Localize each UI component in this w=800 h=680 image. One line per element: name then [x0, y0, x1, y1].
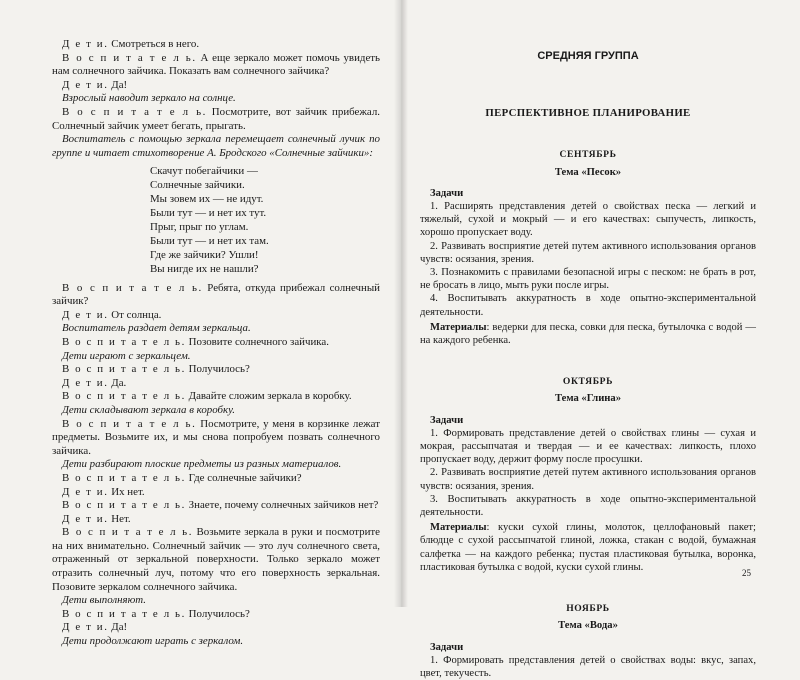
dialog-text: Получилось?: [185, 607, 250, 620]
dialog-text: Знаете, почему солнечных зайчиков нет?: [185, 499, 379, 512]
speaker-name: В о с п и т а т е л ь.: [62, 105, 207, 118]
speaker-name: В о с п и т а т е л ь.: [62, 281, 203, 294]
dialog-text: Возьмите зеркала в руки и посмотрите на них внимательно. Солнечный зайчик — это луч солнечного света, отраженный от зеркальной поверхности. Только зеркало может отразить солнечный луч, потому что его поверхность зеркальная. Позовите зеркалом солнечного зайчика.: [52, 526, 381, 593]
poem-line: Мы зовем их — не идут.: [150, 193, 264, 206]
materials-line: [420, 521, 756, 574]
dialog-line: [52, 513, 380, 527]
dialog-text: А еще зеркало может помочь увидеть нам солнечного зайчика. Показать вам солнечного зайчика?: [52, 51, 380, 78]
group-title: СРЕДНЯЯ ГРУППА: [537, 50, 639, 62]
stage-direction: Воспитатель раздает детям зеркальца.: [62, 322, 251, 335]
stage-direction: Дети разбирают плоские предметы из разных материалов.: [62, 458, 342, 471]
dialog-text: Их нет.: [108, 485, 145, 498]
speaker-name: В о с п и т а т е л ь.: [62, 51, 197, 64]
speaker-name: Д е т и.: [62, 621, 109, 634]
dialog-text: Посмотрите, вот зайчик прибежал. Солнечный зайчик умеет бегать, прыгать.: [52, 105, 380, 132]
speaker-name: В о с п и т а т е л ь.: [62, 417, 197, 430]
dialog-text: От солнца.: [108, 308, 162, 321]
materials-label: Материалы: [430, 321, 487, 333]
poem-line: Где же зайчики? Ушли!: [150, 248, 259, 261]
dialog-text: Получилось?: [185, 363, 250, 376]
dialog-line: [52, 608, 380, 622]
speaker-name: В о с п и т а т е л ь.: [62, 499, 186, 512]
task-item: 2. Развивать восприятие детей путем активного использования органов чувств: осязания, зрения.: [420, 467, 756, 492]
dialog-block-1: [52, 38, 380, 160]
stage-direction: Воспитатель с помощью зеркала перемещает солнечный лучик по группе и читает стихотворение А. Бродского «Солнечные зайчики»:: [52, 133, 380, 159]
task-item: 4. Воспитывать аккуратность в ходе опытно-экспериментальной деятельности.: [420, 293, 756, 318]
topic-heading: Тема «Песок»: [554, 166, 622, 178]
speaker-name: В о с п и т а т е л ь.: [62, 526, 194, 539]
poem-line: Солнечные зайчики.: [150, 179, 245, 192]
materials-label: Материалы: [430, 522, 487, 534]
speaker-name: Д е т и.: [62, 485, 109, 498]
dialog-text: Ребята, откуда прибежал солнечный зайчик?: [52, 281, 380, 308]
book-gutter: [394, 0, 408, 607]
dialog-block-2: [52, 282, 380, 649]
speaker-name: Д е т и.: [62, 376, 109, 389]
task-item: 1. Формировать представление детей о свойствах глины — сухая и мокрая, рассыпчатая и твердая — и ее качествах: липкость, плохо пропускает воду, держит форму после просушки.: [420, 427, 756, 466]
topic-heading: Тема «Глина»: [554, 393, 622, 405]
task-item: 1. Формировать представления детей о свойствах воды: вкус, запах, цвет, текучесть.: [420, 654, 756, 679]
speaker-name: Д е т и.: [62, 38, 109, 50]
topic-heading: Тема «Вода»: [558, 620, 618, 632]
speaker-name: В о с п и т а т е л ь.: [62, 607, 186, 620]
dialog-text: Позовите солнечного зайчика.: [185, 335, 329, 348]
dialog-line: [52, 526, 380, 594]
dialog-line: [52, 418, 380, 459]
section-title: ПЕРСПЕКТИВНОЕ ПЛАНИРОВАНИЕ: [485, 107, 691, 120]
dialog-line: [52, 499, 380, 513]
dialog-line: [52, 621, 380, 635]
dialog-line: [52, 106, 380, 133]
dialog-text: Нет.: [108, 512, 131, 525]
speaker-name: Д е т и.: [62, 78, 109, 91]
dialog-line: [52, 38, 380, 52]
speaker-name: В о с п и т а т е л ь.: [62, 471, 186, 484]
dialog-line: [52, 486, 380, 500]
materials-text: : ведерки для песка, совки для песка, бутылочка с водой — на каждого ребенка.: [420, 321, 756, 347]
poem-line: Скачут побегайчики —: [150, 165, 258, 178]
speaker-name: В о с п и т а т е л ь.: [62, 363, 186, 376]
dialog-text: Да.: [108, 376, 127, 389]
dialog-line: [52, 390, 380, 404]
page-number: 25: [742, 568, 751, 578]
speaker-name: Д е т и.: [62, 512, 109, 525]
months-list: [420, 148, 756, 680]
dialog-text: Да!: [108, 621, 128, 634]
stage-direction: Дети складывают зеркала в коробку.: [62, 403, 235, 416]
tasks-label: Задачи: [430, 414, 464, 426]
dialog-line: [52, 363, 380, 377]
dialog-line: [52, 309, 380, 323]
poem-line: Прыг, прыг по углам.: [150, 220, 249, 233]
dialog-line: [52, 377, 380, 391]
dialog-line: [52, 52, 380, 79]
speaker-name: Д е т и.: [62, 308, 109, 321]
speaker-name: В о с п и т а т е л ь.: [62, 335, 186, 348]
stage-direction: Дети продолжают играть с зеркалом.: [62, 635, 244, 648]
dialog-text: Да!: [108, 78, 128, 91]
dialog-line: [52, 336, 380, 350]
tasks-label: Задачи: [430, 187, 464, 199]
left-page: [52, 38, 380, 649]
tasks-label: Задачи: [430, 641, 464, 653]
task-item: 3. Воспитывать аккуратность в ходе опытно-экспериментальной деятельности.: [420, 493, 756, 519]
dialog-text: Где солнечные зайчики?: [185, 471, 302, 484]
stage-direction: Взрослый наводит зеркало на солнце.: [62, 92, 236, 105]
month-heading: ОКТЯБРЬ: [562, 376, 614, 388]
stage-direction: Дети играют с зеркальцем.: [62, 349, 191, 362]
stage-direction: Дети выполняют.: [62, 594, 146, 607]
dialog-text: Посмотрите, у меня в корзинке лежат предметы. Возьмите их, и мы снова попробуем позвать солнечного зайчика.: [52, 417, 380, 457]
task-item: 1. Расширять представления детей о свойствах песка — легкий и тяжелый, сухой и мокрый — и его качествах: сыпучесть, липкость, хорошо пропускает воду.: [420, 201, 756, 239]
materials-text: : куски сухой глины, молоток, целлофановый пакет; блюдце с сухой рассыпчатой глиной, ложка, стакан с водой, бумажная салфетка — на каждого ребенка; пустая пластиковая бутылка, воронка, пластиковая бутылка с водой, куски сухой глины.: [420, 522, 756, 573]
dialog-line: [52, 79, 380, 93]
task-item: 3. Познакомить с правилами безопасной игры с песком: не брать в рот, не бросать в лицо, мыть руки после игры.: [420, 267, 756, 292]
poem-line: Были тут — и нет их там.: [150, 234, 269, 247]
month-heading: НОЯБРЬ: [566, 603, 610, 615]
poem: [150, 165, 380, 276]
month-heading: СЕНТЯБРЬ: [559, 149, 617, 161]
dialog-line: [52, 472, 380, 486]
poem-line: Были тут — и нет их тут.: [150, 207, 267, 220]
materials-line: [420, 321, 756, 347]
dialog-line: [52, 282, 380, 309]
dialog-text: Давайте сложим зеркала в коробку.: [185, 390, 352, 403]
speaker-name: В о с п и т а т е л ь.: [62, 390, 186, 403]
poem-line: Вы нигде их не нашли?: [150, 262, 259, 275]
dialog-text: Смотреться в него.: [108, 38, 200, 50]
task-item: 2. Развивать восприятие детей путем активного использования органов чувств: осязания, зрения.: [420, 240, 756, 265]
right-page: [420, 38, 756, 680]
